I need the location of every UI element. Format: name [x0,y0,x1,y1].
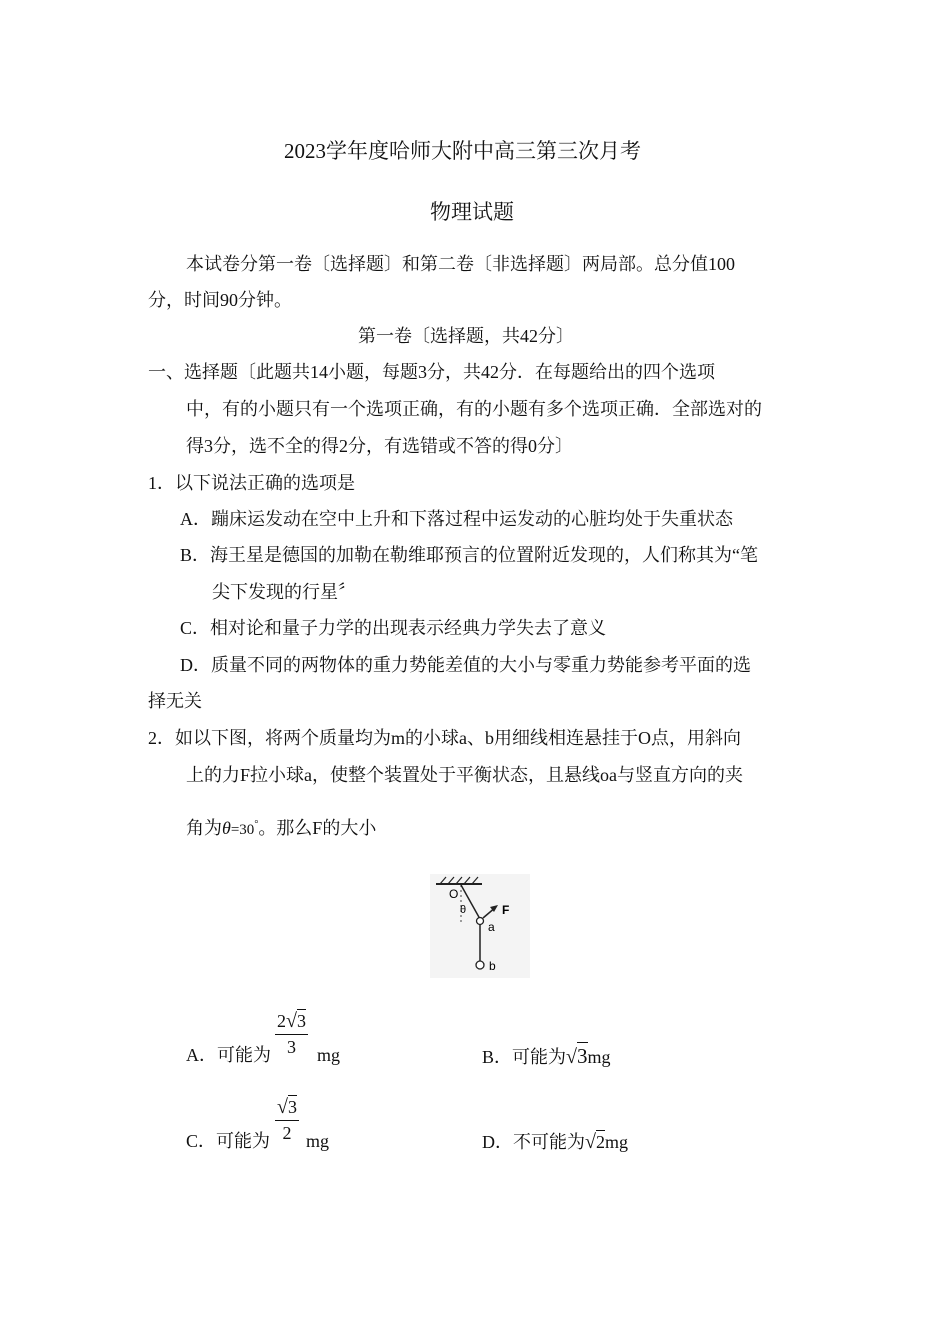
label-o: O [449,887,459,901]
q2-stem-line2: 上的力F拉小球a，使整个装置处于平衡状态，且悬线oa与竖直方向的夹 [186,765,743,785]
section-instructions-3: 得3分，选不全的得2分，有选错或不答的得0分〕 [186,436,573,456]
label-a: a [488,920,495,934]
q2-option-c-fraction: $\frac{√3}{2}$ [277,1096,297,1143]
q1-option-b-line1: B．海王星是德国的加勒在勒维耶预言的位置附近发现的，人们称其为“笔 [180,545,758,565]
intro-line-2: 分，时间90分钟。 [148,290,292,310]
label-b: b [489,959,496,973]
intro-line-1: 本试卷分第一卷〔选择题〕和第二卷〔非选择题〕两局部。总分值100 [186,254,735,274]
page-subtitle: 物理试题 [430,200,514,224]
part-heading: 第一卷〔选择题，共42分〕 [358,326,574,346]
q2-option-a-unit: mg [317,1045,341,1065]
q2-option-a-fraction: $\frac{2√3}{3}$ [277,1010,306,1057]
section-instructions-2: 中，有的小题只有一个选项正确，有的小题有多个选项正确．全部选对的 [186,399,762,419]
q2-option-c-label: C．可能为 [186,1131,271,1151]
q1-option-c: C．相对论和量子力学的出现表示经典力学失去了意义 [180,618,607,638]
label-f: F [502,903,510,917]
q2-figure [430,874,530,978]
section-instructions-1: 一、选择题〔此题共14小题，每题3分，共42分．在每题给出的四个选项 [148,362,715,382]
q2-option-d: D．不可能为√2mg [482,1131,628,1153]
ball-b [476,961,484,969]
q1-stem: 1．以下说法正确的选项是 [148,473,355,493]
theta-symbol: θ [222,818,231,838]
q1-option-d-line2: 择无关 [148,691,202,711]
q2-option-b: B．可能为√3mg [482,1044,611,1068]
q1-option-b-line2: 尖下发现的行星〞 [212,582,356,602]
q1-option-d-line1: D．质量不同的两物体的重力势能差值的大小与零重力势能参考平面的选 [180,655,751,675]
q2-option-c-unit: mg [306,1131,330,1151]
label-theta: θ [460,904,467,916]
q1-option-a: A．蹦床运发动在空中上升和下落过程中运发动的心脏均处于失重状态 [180,509,733,529]
page-title: 2023学年度哈师大附中高三第三次月考 [284,139,641,163]
q2-stem-line1: 2．如以下图，将两个质量均为m的小球a、b用细线相连悬挂于O点，用斜向 [148,728,741,748]
q2-stem-line3: 角为θ=30°。那么F的大小 [186,818,377,838]
q2-option-a-label: A．可能为 [186,1045,271,1065]
ball-a [477,918,484,925]
